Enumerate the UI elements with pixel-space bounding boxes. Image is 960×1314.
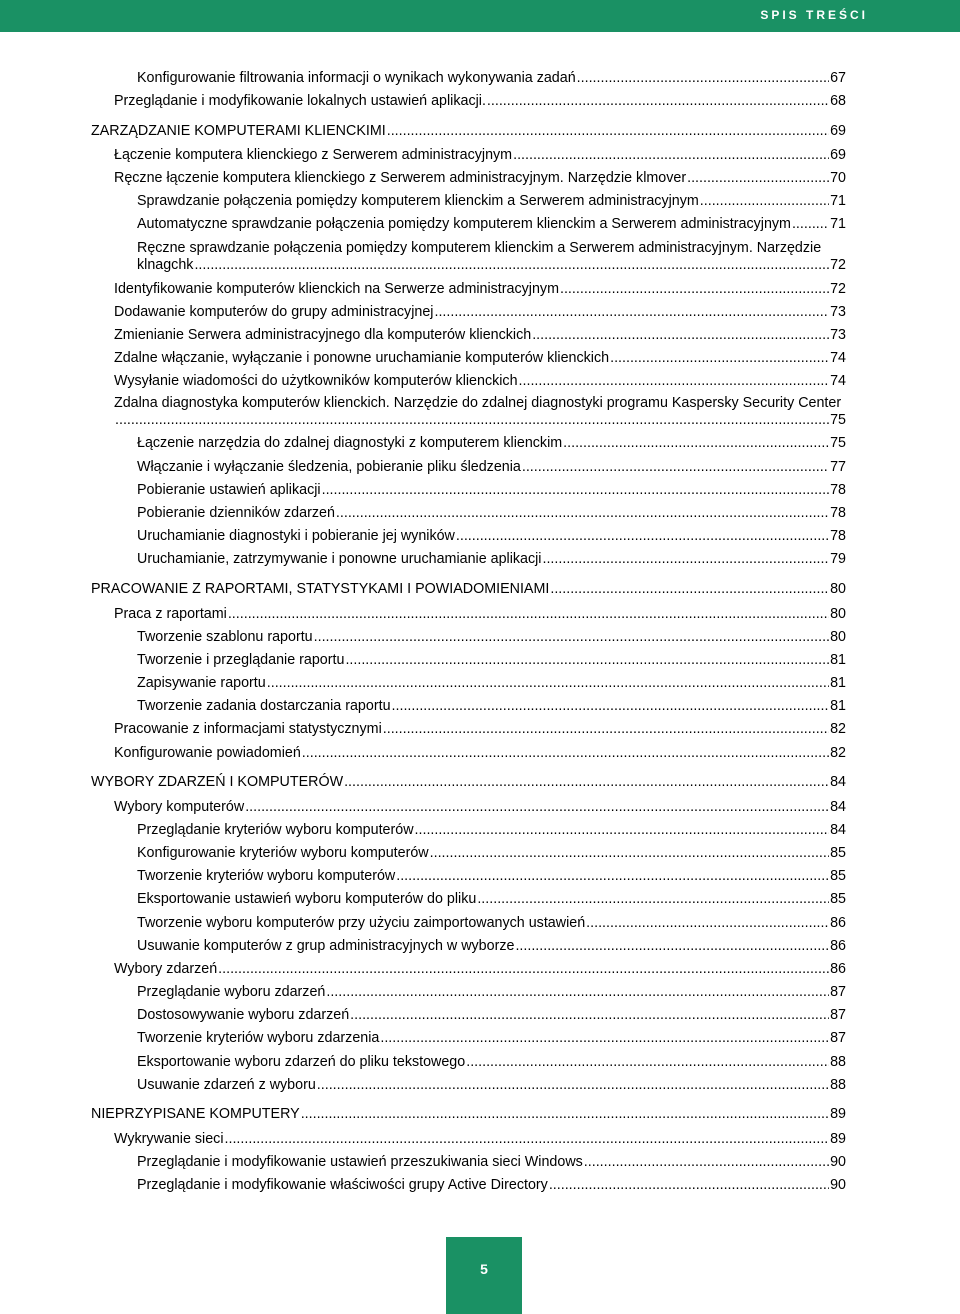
toc-entry-title: Tworzenie i przeglądanie raportu bbox=[137, 652, 345, 668]
dot-leader bbox=[392, 698, 830, 715]
toc-page-number: 77 bbox=[830, 459, 846, 475]
dot-leader bbox=[194, 257, 829, 274]
toc-entry-title: ZARZĄDZANIE KOMPUTERAMI KLIENCKIMI bbox=[91, 123, 386, 139]
toc-entry-title: Uruchamianie, zatrzymywanie i ponowne uruchamianie aplikacji bbox=[137, 551, 542, 567]
toc-entry[interactable] bbox=[114, 170, 846, 187]
toc-page-number: 72 bbox=[830, 281, 846, 297]
toc-entry-title: Dostosowywanie wyboru zdarzeń bbox=[137, 1007, 350, 1023]
toc-entry-title: Wykrywanie sieci bbox=[114, 1131, 224, 1147]
dot-leader bbox=[218, 961, 829, 978]
toc-entry[interactable] bbox=[137, 984, 846, 1001]
dot-leader bbox=[387, 123, 829, 140]
dot-leader bbox=[322, 482, 830, 499]
dot-leader bbox=[549, 1177, 829, 1194]
toc-entry-title: Łączenie narzędzia do zdalnej diagnostyki z komputerem klienckim bbox=[137, 435, 563, 451]
toc-entry[interactable] bbox=[137, 868, 846, 885]
toc-entry[interactable] bbox=[137, 70, 846, 87]
toc-page-number: 78 bbox=[830, 528, 846, 544]
toc-page-number: 87 bbox=[830, 1030, 846, 1046]
toc-page-number: 69 bbox=[830, 147, 846, 163]
toc-page-number: 85 bbox=[830, 868, 846, 884]
dot-leader bbox=[350, 1007, 829, 1024]
dot-leader bbox=[415, 822, 830, 839]
dot-leader bbox=[466, 1054, 829, 1071]
toc-page-number: 80 bbox=[830, 629, 846, 645]
dot-leader bbox=[314, 629, 829, 646]
toc-entry-title: Usuwanie komputerów z grup administracyjnych w wyborze bbox=[137, 938, 515, 954]
toc-entry-title: Eksportowanie ustawień wyboru komputerów do pliku bbox=[137, 891, 477, 907]
toc-entry[interactable] bbox=[114, 395, 846, 429]
page-number-box bbox=[446, 1237, 522, 1314]
toc-entry[interactable] bbox=[114, 799, 846, 816]
toc-page-number: 74 bbox=[830, 350, 846, 366]
toc-entry[interactable] bbox=[137, 459, 846, 476]
dot-leader bbox=[434, 304, 829, 321]
toc-entry[interactable] bbox=[114, 745, 846, 762]
dot-leader bbox=[396, 868, 829, 885]
toc-entry-title: Wybory komputerów bbox=[114, 799, 245, 815]
toc-entry-title: Przeglądanie i modyfikowanie lokalnych ustawień aplikacji. bbox=[114, 93, 486, 109]
dot-leader bbox=[301, 1106, 829, 1123]
toc-entry[interactable] bbox=[114, 147, 846, 164]
toc-entry[interactable] bbox=[114, 1131, 846, 1148]
toc-entry[interactable] bbox=[114, 606, 846, 623]
toc-entry-title: PRACOWANIE Z RAPORTAMI, STATYSTYKAMI I POWIADOMIENIAMI bbox=[91, 581, 550, 597]
toc-page-number: 78 bbox=[830, 482, 846, 498]
toc-entry[interactable] bbox=[91, 581, 846, 598]
toc-page-number: 80 bbox=[830, 606, 846, 622]
toc-page-number: 71 bbox=[830, 216, 846, 232]
dot-leader bbox=[515, 938, 829, 955]
toc-entry-title: Przeglądanie kryteriów wyboru komputerów bbox=[137, 822, 414, 838]
toc-entry[interactable] bbox=[114, 961, 846, 978]
toc-entry-title: Sprawdzanie połączenia pomiędzy komputerem klienckim a Serwerem administracyjnym bbox=[137, 193, 699, 209]
toc-entry[interactable] bbox=[137, 435, 846, 452]
dot-leader bbox=[225, 1131, 830, 1148]
dot-leader bbox=[519, 373, 830, 390]
toc-entry[interactable] bbox=[137, 240, 846, 274]
toc-page-number: 84 bbox=[830, 822, 846, 838]
toc-entry-title: Dodawanie komputerów do grupy administracyjnej bbox=[114, 304, 434, 320]
dot-leader bbox=[700, 193, 829, 210]
dot-leader bbox=[228, 606, 829, 623]
toc-page-number: 86 bbox=[830, 915, 846, 931]
toc-entry[interactable] bbox=[137, 1177, 846, 1194]
toc-entry-title: Tworzenie wyboru komputerów przy użyciu zaimportowanych ustawień bbox=[137, 915, 586, 931]
dot-leader bbox=[336, 505, 829, 522]
toc-entry[interactable] bbox=[137, 551, 846, 568]
dot-leader bbox=[344, 774, 829, 791]
dot-leader bbox=[267, 675, 829, 692]
toc-entry-title: Praca z raportami bbox=[114, 606, 227, 622]
toc-page-number: 82 bbox=[830, 745, 846, 761]
toc-entry-title: Pracowanie z informacjami statystycznymi bbox=[114, 721, 382, 737]
dot-leader bbox=[550, 581, 829, 598]
dot-leader bbox=[687, 170, 829, 187]
toc-page-number: 71 bbox=[830, 193, 846, 209]
toc-entry-title: Tworzenie kryteriów wyboru zdarzenia bbox=[137, 1030, 380, 1046]
dot-leader bbox=[487, 93, 829, 110]
toc-entry[interactable] bbox=[114, 327, 846, 344]
dot-leader bbox=[380, 1030, 829, 1047]
toc-entry-title: Zmienianie Serwera administracyjnego dla komputerów klienckich bbox=[114, 327, 532, 343]
toc-entry[interactable] bbox=[137, 505, 846, 522]
toc-page-number: 84 bbox=[830, 774, 846, 790]
toc-entry-title: Wysyłanie wiadomości do użytkowników komputerów klienckich bbox=[114, 373, 518, 389]
toc-entry-title: Łączenie komputera klienckiego z Serwerem administracyjnym bbox=[114, 147, 513, 163]
toc-entry[interactable] bbox=[137, 1154, 846, 1171]
toc-page-number: 79 bbox=[830, 551, 846, 567]
toc-entry[interactable] bbox=[91, 1106, 846, 1123]
toc-entry-title: Tworzenie kryteriów wyboru komputerów bbox=[137, 868, 396, 884]
toc-entry-title: Ręczne łączenie komputera klienckiego z Serwerem administracyjnym. Narzędzie klmover bbox=[114, 170, 687, 186]
dot-leader bbox=[317, 1077, 829, 1094]
toc-page-number: 85 bbox=[830, 845, 846, 861]
page-number: 5 bbox=[480, 1261, 488, 1277]
toc-entry[interactable] bbox=[137, 193, 846, 210]
toc-entry-title: Zdalne włączanie, wyłączanie i ponowne uruchamianie komputerów klienckich bbox=[114, 350, 610, 366]
toc-entry[interactable] bbox=[114, 281, 846, 298]
toc-page-number: 68 bbox=[830, 93, 846, 109]
toc-entry[interactable] bbox=[137, 1007, 846, 1024]
toc-entry-title: Konfigurowanie kryteriów wyboru komputerów bbox=[137, 845, 429, 861]
toc-page-number: 86 bbox=[830, 961, 846, 977]
toc-page-number: 82 bbox=[830, 721, 846, 737]
toc-entry[interactable] bbox=[137, 1030, 846, 1047]
dot-leader bbox=[577, 70, 829, 87]
toc-page-number: 90 bbox=[830, 1154, 846, 1170]
dot-leader bbox=[542, 551, 829, 568]
toc-page-number: 85 bbox=[830, 891, 846, 907]
dot-leader bbox=[560, 281, 829, 298]
toc-entry-title: Usuwanie zdarzeń z wyboru bbox=[137, 1077, 316, 1093]
dot-leader bbox=[245, 799, 829, 816]
dot-leader bbox=[522, 459, 829, 476]
toc-entry-title: Przeglądanie i modyfikowanie właściwości grupy Active Directory bbox=[137, 1177, 548, 1193]
toc-page-number: 78 bbox=[830, 505, 846, 521]
toc-entry[interactable] bbox=[137, 528, 846, 545]
toc-entry[interactable] bbox=[137, 845, 846, 862]
toc-page-number: 69 bbox=[830, 123, 846, 139]
toc-page-number: 88 bbox=[830, 1077, 846, 1093]
toc-page-number: 74 bbox=[830, 373, 846, 389]
toc-entry-title: Konfigurowanie powiadomień bbox=[114, 745, 301, 761]
dot-leader bbox=[532, 327, 829, 344]
toc-entry-title: Pobieranie dzienników zdarzeń bbox=[137, 505, 335, 521]
header-title: SPIS TREŚCI bbox=[760, 8, 868, 22]
toc-entry[interactable] bbox=[137, 1054, 846, 1071]
toc-entry-title: klnagchk bbox=[137, 257, 194, 273]
toc-entry[interactable] bbox=[91, 774, 846, 791]
toc-page-number: 80 bbox=[830, 581, 846, 597]
toc-entry[interactable] bbox=[137, 822, 846, 839]
toc-entry[interactable] bbox=[137, 1077, 846, 1094]
toc-entry-title: WYBORY ZDARZEŃ I KOMPUTERÓW bbox=[91, 774, 344, 790]
toc-page-number: 87 bbox=[830, 984, 846, 1000]
toc-page-number: 73 bbox=[830, 304, 846, 320]
toc-entry[interactable] bbox=[137, 675, 846, 692]
toc-entry[interactable] bbox=[137, 652, 846, 669]
toc-entry[interactable] bbox=[114, 721, 846, 738]
toc-entry-title: Identyfikowanie komputerów klienckich na Serwerze administracyjnym bbox=[114, 281, 559, 297]
toc-entry-title-line: Zdalna diagnostyka komputerów klienckich. Narzędzie do zdalnej diagnostyki programu Kaspersky Security Center bbox=[114, 395, 842, 411]
toc-entry-title: Pobieranie ustawień aplikacji bbox=[137, 482, 321, 498]
toc-entry-title: Konfigurowanie filtrowania informacji o wynikach wykonywania zadań bbox=[137, 70, 576, 86]
dot-leader bbox=[584, 1154, 829, 1171]
dot-leader bbox=[326, 984, 829, 1001]
toc-entry[interactable] bbox=[137, 938, 846, 955]
toc-entry[interactable] bbox=[137, 629, 846, 646]
dot-leader bbox=[610, 350, 829, 367]
toc-entry-title: Przeglądanie i modyfikowanie ustawień przeszukiwania sieci Windows bbox=[137, 1154, 583, 1170]
toc-page-number: 87 bbox=[830, 1007, 846, 1023]
page-header-bar bbox=[0, 0, 960, 32]
dot-leader bbox=[430, 845, 829, 862]
dot-leader bbox=[345, 652, 829, 669]
toc-entry[interactable] bbox=[137, 891, 846, 908]
dot-leader bbox=[115, 412, 829, 429]
toc-entry-title: Uruchamianie diagnostyki i pobieranie jej wyników bbox=[137, 528, 455, 544]
toc-entry[interactable] bbox=[114, 350, 846, 367]
toc-entry-title: Wybory zdarzeń bbox=[114, 961, 218, 977]
dot-leader bbox=[792, 216, 829, 233]
toc-page-number: 81 bbox=[830, 652, 846, 668]
toc-page-number: 75 bbox=[830, 435, 846, 451]
toc-entry[interactable] bbox=[114, 93, 846, 110]
dot-leader bbox=[383, 721, 829, 738]
toc-page-number: 67 bbox=[830, 70, 846, 86]
toc-page-number: 70 bbox=[830, 170, 846, 186]
toc-page-number: 89 bbox=[830, 1131, 846, 1147]
toc-entry-title: Zapisywanie raportu bbox=[137, 675, 266, 691]
toc-page-number: 81 bbox=[830, 698, 846, 714]
toc-entry[interactable] bbox=[137, 482, 846, 499]
dot-leader bbox=[513, 147, 829, 164]
toc-entry-title: Automatyczne sprawdzanie połączenia pomiędzy komputerem klienckim a Serwerem administracyjnym bbox=[137, 216, 791, 232]
toc-entry[interactable] bbox=[114, 373, 846, 390]
toc-entry-title: Przeglądanie wyboru zdarzeń bbox=[137, 984, 326, 1000]
toc-page-number: 72 bbox=[830, 257, 846, 273]
dot-leader bbox=[586, 915, 829, 932]
toc-entry[interactable] bbox=[114, 304, 846, 321]
toc-entry-title: Eksportowanie wyboru zdarzeń do pliku tekstowego bbox=[137, 1054, 466, 1070]
toc-entry-title: Włączanie i wyłączanie śledzenia, pobieranie pliku śledzenia bbox=[137, 459, 521, 475]
toc-entry-title: Tworzenie szablonu raportu bbox=[137, 629, 313, 645]
toc-page-number: 84 bbox=[830, 799, 846, 815]
toc-page-number: 90 bbox=[830, 1177, 846, 1193]
dot-leader bbox=[302, 745, 829, 762]
toc-entry-title: NIEPRZYPISANE KOMPUTERY bbox=[91, 1106, 300, 1122]
toc-page-number: 75 bbox=[830, 412, 846, 428]
toc-entry-title: Tworzenie zadania dostarczania raportu bbox=[137, 698, 391, 714]
toc-entry[interactable] bbox=[91, 123, 846, 140]
dot-leader bbox=[477, 891, 829, 908]
dot-leader bbox=[456, 528, 829, 545]
dot-leader bbox=[563, 435, 829, 452]
toc-page-number: 81 bbox=[830, 675, 846, 691]
toc-page-number: 86 bbox=[830, 938, 846, 954]
toc-entry[interactable] bbox=[137, 216, 846, 233]
toc-page-number: 73 bbox=[830, 327, 846, 343]
toc-page-number: 88 bbox=[830, 1054, 846, 1070]
toc-entry[interactable] bbox=[137, 698, 846, 715]
toc-entry-title-line: Ręczne sprawdzanie połączenia pomiędzy komputerem klienckim a Serwerem administracyjnym. Narzędzie bbox=[137, 240, 822, 256]
toc-entry[interactable] bbox=[137, 915, 846, 932]
toc-page-number: 89 bbox=[830, 1106, 846, 1122]
